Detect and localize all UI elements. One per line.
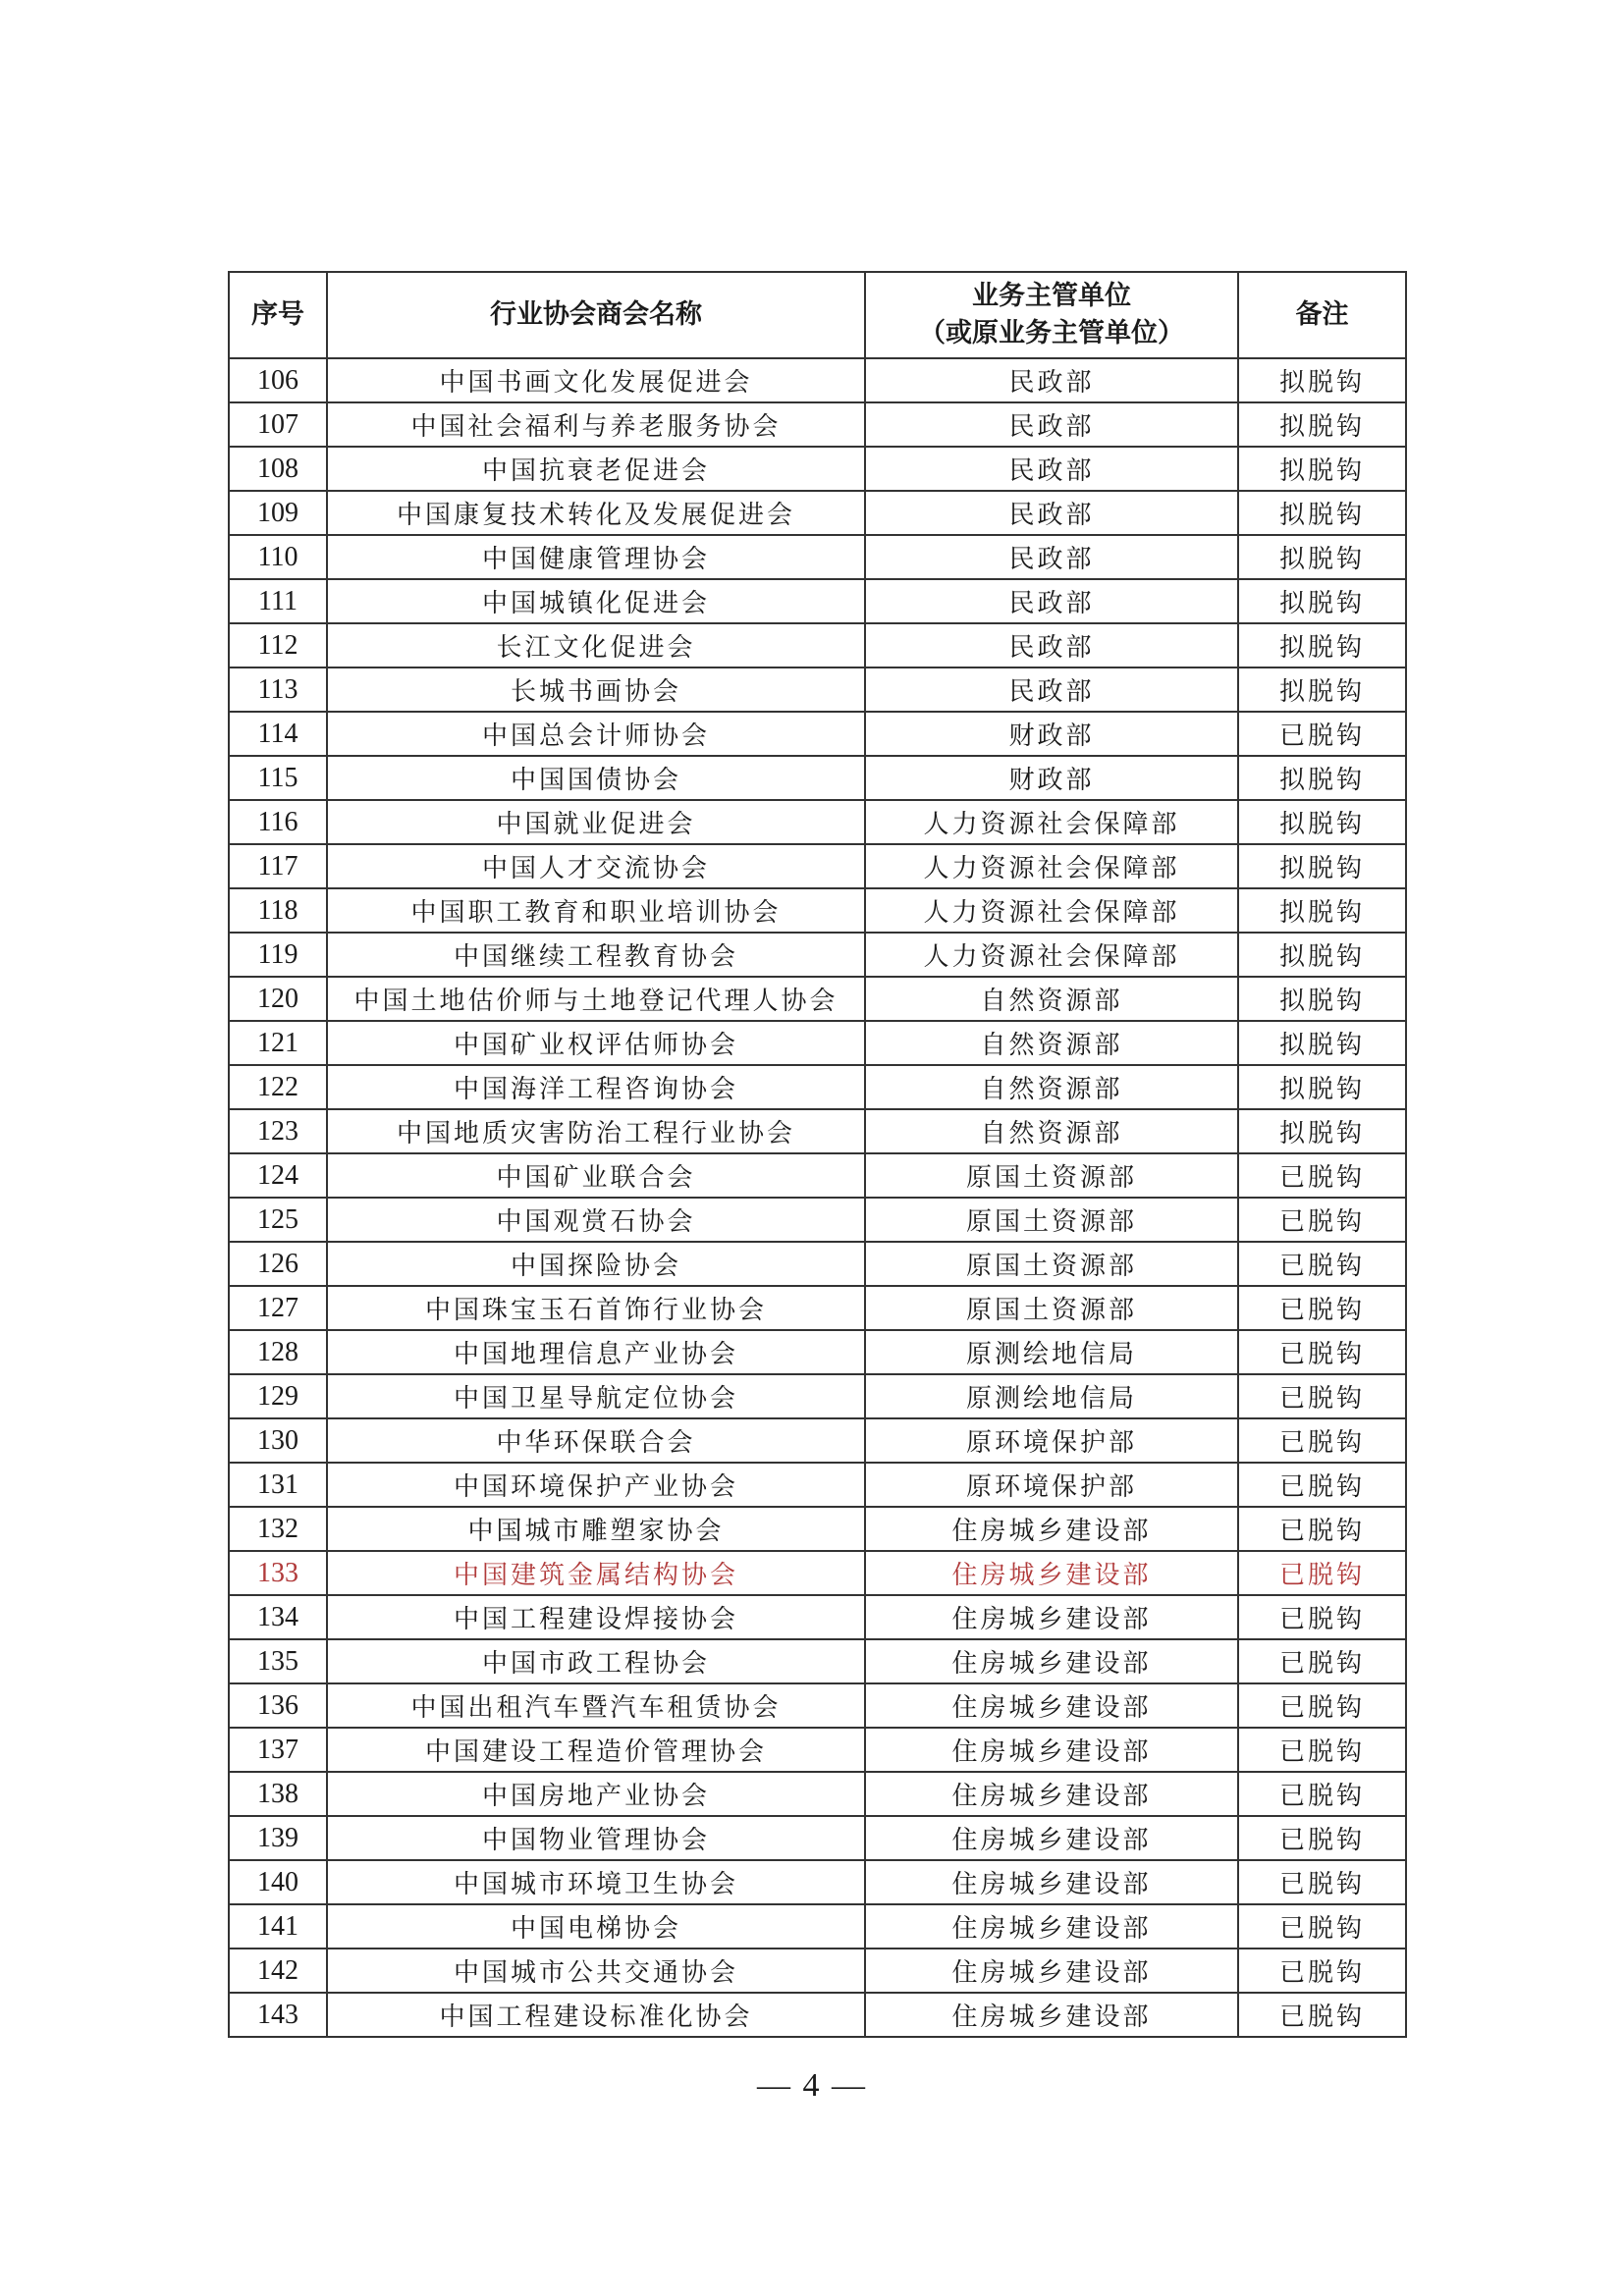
cell-no: 115 — [229, 756, 327, 800]
cell-note: 已脱钩 — [1238, 1904, 1406, 1949]
cell-dept: 财政部 — [865, 712, 1238, 756]
cell-note: 拟脱钩 — [1238, 535, 1406, 579]
table-row — [229, 1109, 1406, 1153]
cell-no: 125 — [229, 1198, 327, 1242]
cell-note: 已脱钩 — [1238, 1816, 1406, 1860]
cell-dept: 民政部 — [865, 402, 1238, 447]
cell-no: 143 — [229, 1993, 327, 2037]
cell-no: 119 — [229, 933, 327, 977]
cell-no: 121 — [229, 1021, 327, 1065]
cell-note: 拟脱钩 — [1238, 358, 1406, 402]
cell-no: 118 — [229, 888, 327, 933]
cell-dept: 人力资源社会保障部 — [865, 888, 1238, 933]
cell-dept: 住房城乡建设部 — [865, 1728, 1238, 1772]
association-table — [228, 271, 1407, 2038]
cell-note: 已脱钩 — [1238, 1374, 1406, 1418]
header-dept-line2: （或原业务主管单位） — [919, 318, 1184, 348]
cell-no: 130 — [229, 1418, 327, 1463]
cell-name: 中国矿业联合会 — [327, 1153, 865, 1198]
cell-name: 中国城市环境卫生协会 — [327, 1860, 865, 1904]
cell-dept: 原国土资源部 — [865, 1153, 1238, 1198]
cell-dept: 自然资源部 — [865, 1065, 1238, 1109]
cell-no: 109 — [229, 491, 327, 535]
cell-note: 已脱钩 — [1238, 1551, 1406, 1595]
cell-name: 中国康复技术转化及发展促进会 — [327, 491, 865, 535]
cell-dept: 住房城乡建设部 — [865, 1816, 1238, 1860]
cell-no: 129 — [229, 1374, 327, 1418]
cell-name: 中国建设工程造价管理协会 — [327, 1728, 865, 1772]
cell-name: 中国海洋工程咨询协会 — [327, 1065, 865, 1109]
cell-dept: 民政部 — [865, 623, 1238, 667]
cell-no: 114 — [229, 712, 327, 756]
table-row — [229, 756, 1406, 800]
table-row — [229, 800, 1406, 844]
cell-name: 中华环保联合会 — [327, 1418, 865, 1463]
table-row — [229, 888, 1406, 933]
cell-name: 中国国债协会 — [327, 756, 865, 800]
cell-dept: 财政部 — [865, 756, 1238, 800]
cell-no: 117 — [229, 844, 327, 888]
cell-note: 拟脱钩 — [1238, 623, 1406, 667]
header-dept-line1: 业务主管单位 — [972, 281, 1131, 311]
table-row — [229, 623, 1406, 667]
cell-name: 中国健康管理协会 — [327, 535, 865, 579]
table-row — [229, 1551, 1406, 1595]
table-row — [229, 1639, 1406, 1683]
table-row — [229, 1418, 1406, 1463]
cell-name: 长城书画协会 — [327, 667, 865, 712]
table-header-row — [229, 272, 1406, 358]
cell-note: 拟脱钩 — [1238, 977, 1406, 1021]
header-name: 行业协会商会名称 — [327, 272, 865, 358]
table-row — [229, 535, 1406, 579]
cell-name: 中国地理信息产业协会 — [327, 1330, 865, 1374]
cell-note: 已脱钩 — [1238, 1949, 1406, 1993]
table-row — [229, 1374, 1406, 1418]
cell-name: 中国地质灾害防治工程行业协会 — [327, 1109, 865, 1153]
cell-note: 已脱钩 — [1238, 1639, 1406, 1683]
cell-dept: 自然资源部 — [865, 977, 1238, 1021]
cell-name: 中国总会计师协会 — [327, 712, 865, 756]
cell-no: 122 — [229, 1065, 327, 1109]
table-row — [229, 402, 1406, 447]
cell-name: 中国物业管理协会 — [327, 1816, 865, 1860]
cell-name: 中国土地估价师与土地登记代理人协会 — [327, 977, 865, 1021]
cell-dept: 住房城乡建设部 — [865, 1639, 1238, 1683]
cell-name: 中国珠宝玉石首饰行业协会 — [327, 1286, 865, 1330]
cell-dept: 住房城乡建设部 — [865, 1904, 1238, 1949]
cell-dept: 民政部 — [865, 447, 1238, 491]
cell-name: 中国房地产业协会 — [327, 1772, 865, 1816]
table-row — [229, 712, 1406, 756]
table-row — [229, 933, 1406, 977]
cell-no: 108 — [229, 447, 327, 491]
cell-no: 131 — [229, 1463, 327, 1507]
cell-note: 拟脱钩 — [1238, 933, 1406, 977]
cell-note: 拟脱钩 — [1238, 1065, 1406, 1109]
cell-name: 中国卫星导航定位协会 — [327, 1374, 865, 1418]
table-row — [229, 447, 1406, 491]
cell-note: 已脱钩 — [1238, 1595, 1406, 1639]
cell-note: 已脱钩 — [1238, 1286, 1406, 1330]
cell-dept: 民政部 — [865, 358, 1238, 402]
cell-note: 拟脱钩 — [1238, 579, 1406, 623]
page-number: — 4 — — [757, 2067, 867, 2104]
cell-name: 中国出租汽车暨汽车租赁协会 — [327, 1683, 865, 1728]
cell-name: 中国城市公共交通协会 — [327, 1949, 865, 1993]
cell-dept: 住房城乡建设部 — [865, 1683, 1238, 1728]
table-row — [229, 1330, 1406, 1374]
cell-dept: 原测绘地信局 — [865, 1374, 1238, 1418]
table-row — [229, 1860, 1406, 1904]
cell-no: 140 — [229, 1860, 327, 1904]
cell-no: 138 — [229, 1772, 327, 1816]
table-row — [229, 1772, 1406, 1816]
cell-name: 长江文化促进会 — [327, 623, 865, 667]
cell-no: 133 — [229, 1551, 327, 1595]
cell-dept: 原国土资源部 — [865, 1242, 1238, 1286]
cell-no: 106 — [229, 358, 327, 402]
table-row — [229, 977, 1406, 1021]
cell-no: 134 — [229, 1595, 327, 1639]
cell-dept: 自然资源部 — [865, 1109, 1238, 1153]
cell-dept: 住房城乡建设部 — [865, 1551, 1238, 1595]
cell-no: 110 — [229, 535, 327, 579]
cell-no: 111 — [229, 579, 327, 623]
cell-dept: 民政部 — [865, 667, 1238, 712]
cell-dept: 住房城乡建设部 — [865, 1772, 1238, 1816]
table-row — [229, 1993, 1406, 2037]
cell-name: 中国工程建设标准化协会 — [327, 1993, 865, 2037]
table-row — [229, 844, 1406, 888]
cell-no: 136 — [229, 1683, 327, 1728]
cell-dept: 人力资源社会保障部 — [865, 800, 1238, 844]
cell-no: 141 — [229, 1904, 327, 1949]
table-row — [229, 1065, 1406, 1109]
cell-dept: 民政部 — [865, 535, 1238, 579]
cell-name: 中国抗衰老促进会 — [327, 447, 865, 491]
cell-no: 132 — [229, 1507, 327, 1551]
cell-note: 已脱钩 — [1238, 1772, 1406, 1816]
cell-name: 中国电梯协会 — [327, 1904, 865, 1949]
cell-note: 拟脱钩 — [1238, 402, 1406, 447]
cell-name: 中国书画文化发展促进会 — [327, 358, 865, 402]
cell-note: 拟脱钩 — [1238, 491, 1406, 535]
cell-note: 已脱钩 — [1238, 1242, 1406, 1286]
cell-name: 中国环境保护产业协会 — [327, 1463, 865, 1507]
cell-note: 已脱钩 — [1238, 1463, 1406, 1507]
cell-note: 拟脱钩 — [1238, 1109, 1406, 1153]
cell-note: 已脱钩 — [1238, 1330, 1406, 1374]
cell-note: 已脱钩 — [1238, 1993, 1406, 2037]
table-row — [229, 1463, 1406, 1507]
table-row — [229, 1949, 1406, 1993]
cell-dept: 民政部 — [865, 579, 1238, 623]
cell-no: 124 — [229, 1153, 327, 1198]
cell-name: 中国职工教育和职业培训协会 — [327, 888, 865, 933]
cell-name: 中国继续工程教育协会 — [327, 933, 865, 977]
cell-dept: 原环境保护部 — [865, 1463, 1238, 1507]
cell-name: 中国社会福利与养老服务协会 — [327, 402, 865, 447]
header-note: 备注 — [1238, 272, 1406, 358]
cell-note: 已脱钩 — [1238, 1418, 1406, 1463]
cell-note: 已脱钩 — [1238, 1198, 1406, 1242]
table-row — [229, 579, 1406, 623]
cell-name: 中国工程建设焊接协会 — [327, 1595, 865, 1639]
cell-note: 拟脱钩 — [1238, 447, 1406, 491]
cell-note: 拟脱钩 — [1238, 756, 1406, 800]
table-row — [229, 1904, 1406, 1949]
table-row — [229, 358, 1406, 402]
cell-no: 142 — [229, 1949, 327, 1993]
table-row — [229, 667, 1406, 712]
cell-dept: 住房城乡建设部 — [865, 1993, 1238, 2037]
cell-note: 已脱钩 — [1238, 1507, 1406, 1551]
cell-dept: 住房城乡建设部 — [865, 1595, 1238, 1639]
table-row — [229, 1816, 1406, 1860]
cell-no: 126 — [229, 1242, 327, 1286]
cell-name: 中国人才交流协会 — [327, 844, 865, 888]
cell-name: 中国就业促进会 — [327, 800, 865, 844]
table-row — [229, 1728, 1406, 1772]
table-row — [229, 1198, 1406, 1242]
cell-dept: 住房城乡建设部 — [865, 1507, 1238, 1551]
cell-dept: 住房城乡建设部 — [865, 1860, 1238, 1904]
cell-dept: 自然资源部 — [865, 1021, 1238, 1065]
table-row — [229, 1683, 1406, 1728]
table-row — [229, 1595, 1406, 1639]
cell-name: 中国城镇化促进会 — [327, 579, 865, 623]
cell-dept: 原国土资源部 — [865, 1198, 1238, 1242]
cell-dept: 人力资源社会保障部 — [865, 933, 1238, 977]
cell-dept: 民政部 — [865, 491, 1238, 535]
table-row — [229, 1286, 1406, 1330]
cell-note: 已脱钩 — [1238, 1153, 1406, 1198]
table-row — [229, 1242, 1406, 1286]
cell-no: 137 — [229, 1728, 327, 1772]
cell-dept: 人力资源社会保障部 — [865, 844, 1238, 888]
cell-dept: 住房城乡建设部 — [865, 1949, 1238, 1993]
cell-note: 拟脱钩 — [1238, 888, 1406, 933]
table-row — [229, 491, 1406, 535]
table-body — [229, 358, 1406, 2037]
cell-note: 拟脱钩 — [1238, 667, 1406, 712]
cell-no: 120 — [229, 977, 327, 1021]
table-row — [229, 1153, 1406, 1198]
table-row — [229, 1507, 1406, 1551]
cell-name: 中国建筑金属结构协会 — [327, 1551, 865, 1595]
cell-no: 123 — [229, 1109, 327, 1153]
cell-no: 112 — [229, 623, 327, 667]
cell-name: 中国市政工程协会 — [327, 1639, 865, 1683]
cell-name: 中国观赏石协会 — [327, 1198, 865, 1242]
cell-no: 135 — [229, 1639, 327, 1683]
header-no: 序号 — [229, 272, 327, 358]
cell-no: 116 — [229, 800, 327, 844]
cell-note: 拟脱钩 — [1238, 800, 1406, 844]
cell-note: 拟脱钩 — [1238, 844, 1406, 888]
cell-name: 中国城市雕塑家协会 — [327, 1507, 865, 1551]
cell-name: 中国探险协会 — [327, 1242, 865, 1286]
cell-note: 已脱钩 — [1238, 712, 1406, 756]
cell-note: 已脱钩 — [1238, 1860, 1406, 1904]
cell-no: 127 — [229, 1286, 327, 1330]
cell-name: 中国矿业权评估师协会 — [327, 1021, 865, 1065]
cell-no: 128 — [229, 1330, 327, 1374]
cell-no: 139 — [229, 1816, 327, 1860]
cell-dept: 原环境保护部 — [865, 1418, 1238, 1463]
association-table-container — [228, 271, 1405, 2038]
cell-note: 已脱钩 — [1238, 1683, 1406, 1728]
table-row — [229, 1021, 1406, 1065]
cell-no: 113 — [229, 667, 327, 712]
cell-dept: 原国土资源部 — [865, 1286, 1238, 1330]
cell-dept: 原测绘地信局 — [865, 1330, 1238, 1374]
cell-note: 已脱钩 — [1238, 1728, 1406, 1772]
header-dept — [865, 272, 1238, 358]
cell-no: 107 — [229, 402, 327, 447]
cell-note: 拟脱钩 — [1238, 1021, 1406, 1065]
